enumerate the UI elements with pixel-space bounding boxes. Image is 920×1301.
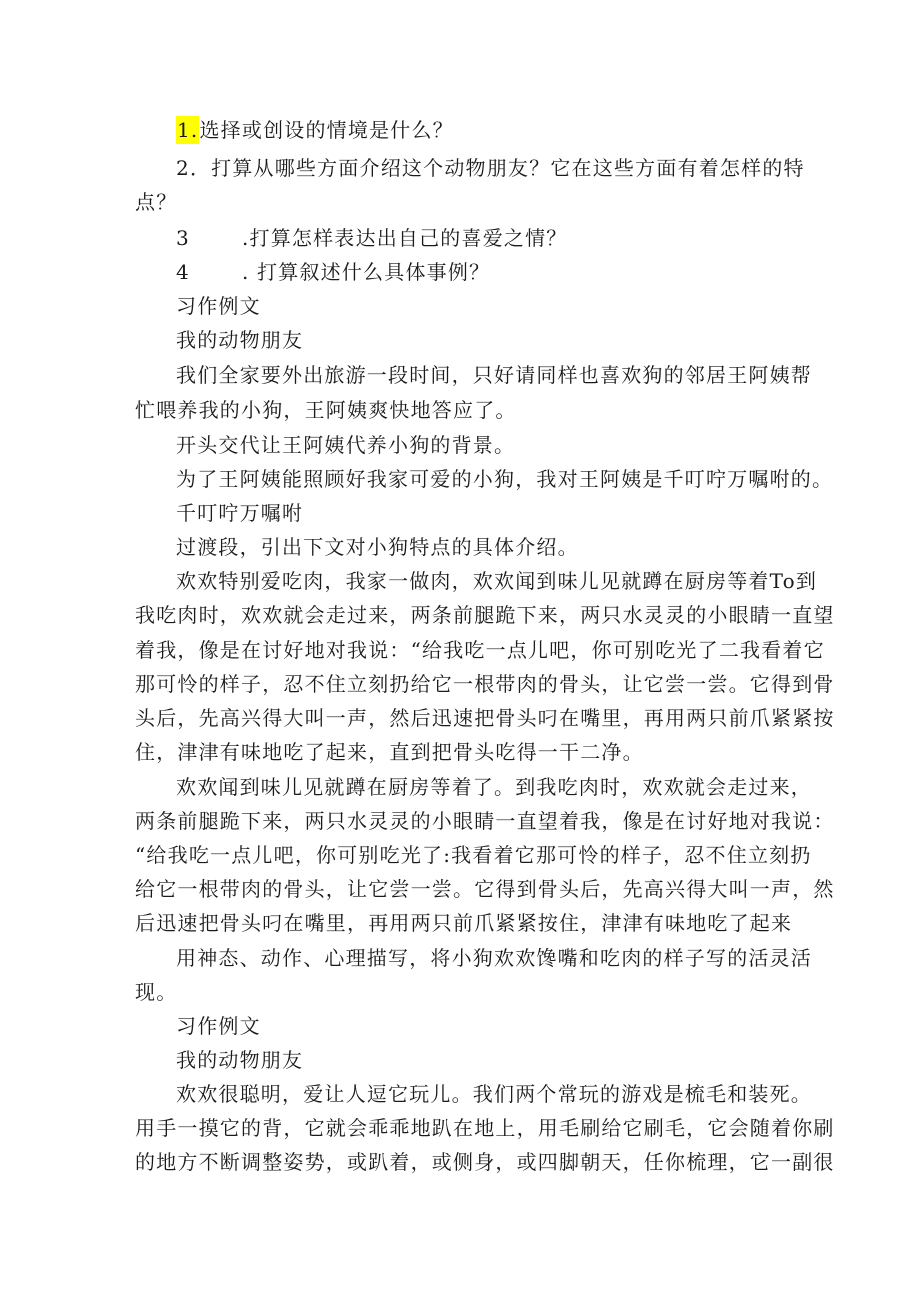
- question-3: [176, 224, 836, 252]
- question-2-text: ．打算从哪些方面介绍这个动物朋友？它在这些方面有着怎样的特: [189, 156, 805, 180]
- section1-line-15: 给它一根带肉的骨头，让它尝一尝。它得到骨头后，先高兴得大叫一声，然: [135, 877, 835, 901]
- section1-line-1: 忙喂养我的小狗，王阿姨爽快地答应了。: [135, 398, 517, 422]
- section1-line-18: 现。: [135, 980, 178, 1004]
- section1-line-4: 千叮咛万嘱咐: [176, 501, 304, 525]
- section2-line-0: 欢欢很聪明，爱让人逗它玩儿。我们两个常玩的游戏是梳毛和装死。: [176, 1082, 812, 1106]
- question-2-number: 2: [176, 156, 190, 180]
- question-2-continuation: 点？: [135, 190, 178, 214]
- section1-line-14: “给我吃一点儿吧，你可别吃光了:我看着它那可怜的样子，忍不住立刻扔: [135, 843, 812, 867]
- section1-line-11: 住，津津有味地吃了起来，直到把骨头吃得一干二净。: [135, 740, 644, 764]
- section1-line-17: 用神态、动作、心理描写，将小狗欢欢馋嘴和吃肉的样子写的活灵活: [176, 946, 812, 970]
- question-1-number: 1.: [177, 118, 199, 142]
- section2-title: 我的动物朋友: [176, 1048, 304, 1072]
- section1-line-10: 头后，先高兴得大叫一声，然后迅速把骨头叼在嘴里，再用两只前爪紧紧按: [135, 706, 835, 730]
- section1-line-7: 我吃肉时，欢欢就会走过来，两条前腿跪下来，两只水灵灵的小眼睛一直望: [135, 603, 835, 627]
- question-1-text: 选择或创设的情境是什么？: [199, 118, 454, 142]
- question-1: [176, 116, 836, 144]
- section2-heading: 习作例文: [176, 1014, 261, 1038]
- section1-line-16: 后迅速把骨头叼在嘴里，再用两只前爪紧紧按住，津津有味地吃了起来: [135, 911, 793, 935]
- section1-line-5: 过渡段，引出下文对小狗特点的具体介绍。: [176, 535, 579, 559]
- question-4-text: . 打算叙述什么具体事例？: [241, 260, 491, 284]
- section1-title: 我的动物朋友: [176, 328, 304, 352]
- section1-line-8: 着我，像是在讨好地对我说：“给我吃一点儿吧，你可别吃光了二我看着它: [135, 638, 825, 662]
- section2-line-1: 用手一摸它的背，它就会乖乖地趴在地上，用毛刷给它刷毛，它会随着你刷: [135, 1116, 835, 1140]
- section1-line-9: 那可怜的样子，忍不住立刻扔给它一根带肉的骨头，让它尝一尝。它得到骨: [135, 672, 835, 696]
- section2-line-2: 的地方不断调整姿势，或趴着，或侧身，或四脚朝天，任你梳理，它一副很: [135, 1150, 835, 1174]
- question-3-text: .打算怎样表达出自己的喜爱之情？: [241, 226, 568, 250]
- question-4: [176, 258, 836, 286]
- section1-line-13: 两条前腿跪下来，两只水灵灵的小眼睛一直望着我，像是在讨好地对我说：: [135, 809, 835, 833]
- section1-line-0: 我们全家要外出旅游一段时间，只好请同样也喜欢狗的邻居王阿姨帮: [176, 363, 812, 387]
- question-2: [176, 154, 836, 182]
- section1-line-6: 欢欢特别爱吃肉，我家一做肉，欢欢闻到味儿见就蹲在厨房等着To到: [176, 569, 818, 593]
- question-4-number: 4: [176, 260, 190, 284]
- section1-line-3: 为了王阿姨能照顾好我家可爱的小狗，我对王阿姨是千叮咛万嘱咐的。: [176, 467, 834, 491]
- section1-line-12: 欢欢闻到味儿见就蹲在厨房等着了。到我吃肉时，欢欢就会走过来，: [176, 775, 812, 799]
- question-3-number: 3: [176, 226, 190, 250]
- section1-heading: 习作例文: [176, 294, 261, 318]
- section1-line-2: 开头交代让王阿姨代养小狗的背景。: [176, 433, 516, 457]
